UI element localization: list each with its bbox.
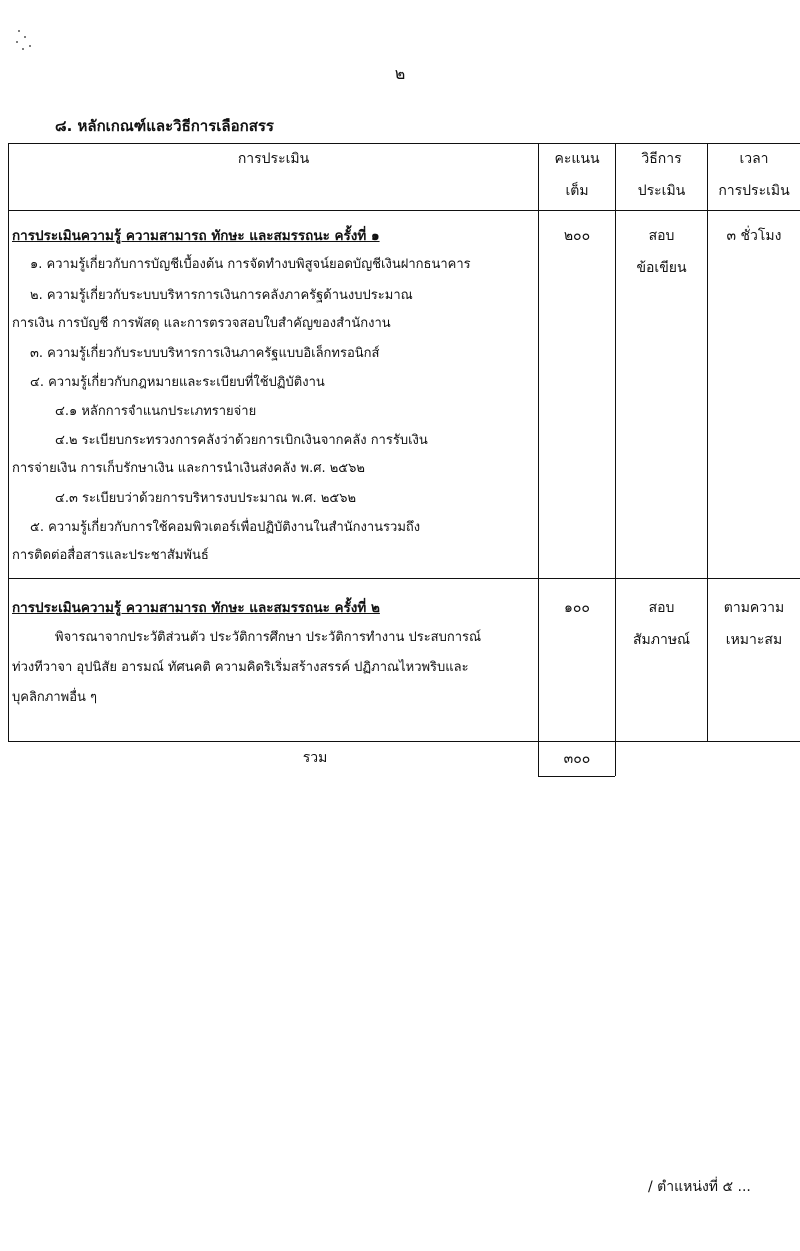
round2-time-line1: ตามความ [723, 600, 785, 616]
header-score-line1: คะแนน [554, 151, 600, 167]
round1-time: ๓ ชั่วโมง [726, 228, 782, 244]
table-body-bottom [8, 741, 800, 742]
section-heading: ๘. หลักเกณฑ์และวิธีการเลือกสรร [55, 117, 274, 135]
header-score-line2: เต็ม [565, 183, 589, 199]
round1-item: การจ่ายเงิน การเก็บรักษาเงิน และการนำเงินส่งคลัง พ.ศ. ๒๕๖๒ [12, 461, 365, 476]
round2-title: การประเมินความรู้ ความสามารถ ทักษะ และสมรรถนะ ครั้งที่ ๒ [12, 600, 380, 616]
round2-method-line1: สอบ [648, 600, 675, 616]
round1-item: ๔.๓ ระเบียบว่าด้วยการบริหารงบประมาณ พ.ศ. ๒๕๖๒ [55, 491, 357, 506]
table-round-divider [8, 578, 800, 579]
round1-item: การเงิน การบัญชี การพัสดุ และการตรวจสอบใบสำคัญของสำนักงาน [12, 316, 391, 331]
page-number: ๒ [394, 64, 406, 83]
header-method-line2: ประเมิน [637, 183, 686, 199]
round1-item: การติดต่อสื่อสารและประชาสัมพันธ์ [12, 548, 209, 563]
total-score: ๓๐๐ [563, 751, 591, 767]
round1-item: ๔.๒ ระเบียบกระทรวงการคลังว่าด้วยการเบิกเงินจากคลัง การรับเงิน [55, 433, 428, 448]
total-row-bottom [538, 776, 615, 777]
round2-time-line2: เหมาะสม [725, 632, 783, 648]
round2-item: ท่วงทีวาจา อุปนิสัย อารมณ์ ทัศนคติ ความคิดริเริ่มสร้างสรรค์ ปฏิภาณไหวพริบและ [12, 660, 469, 675]
round1-method-line2: ข้อเขียน [636, 260, 687, 276]
round1-item: ๒. ความรู้เกี่ยวกับระบบบริหารการเงินการคลังภาครัฐด้านงบประมาณ [30, 288, 413, 303]
scan-artifact [14, 28, 38, 52]
header-assessment: การประเมิน [237, 151, 310, 167]
round1-item: ๓. ความรู้เกี่ยวกับระบบบริหารการเงินภาครัฐแบบอิเล็กทรอนิกส์ [30, 346, 380, 361]
continuation-note: / ตำแหน่งที่ ๕ ... [648, 1179, 751, 1195]
round1-item: ๔.๑ หลักการจำแนกประเภทรายจ่าย [55, 404, 257, 419]
round1-method-line1: สอบ [648, 228, 675, 244]
round1-title: การประเมินความรู้ ความสามารถ ทักษะ และสมรรถนะ ครั้งที่ ๑ [12, 228, 380, 244]
header-time-line1: เวลา [739, 151, 769, 167]
total-label: รวม [302, 750, 328, 766]
round2-item: พิจารณาจากประวัติส่วนตัว ประวัติการศึกษา ประวัติการทำงาน ประสบการณ์ [55, 630, 482, 645]
round2-score: ๑๐๐ [564, 600, 590, 616]
header-method-line1: วิธีการ [641, 151, 682, 167]
round1-score: ๒๐๐ [563, 228, 591, 244]
round1-item: ๕. ความรู้เกี่ยวกับการใช้คอมพิวเตอร์เพื่อปฏิบัติงานในสำนักงานรวมถึง [30, 520, 421, 535]
round2-item: บุคลิกภาพอื่น ๆ [12, 690, 98, 705]
table-header-divider [8, 210, 800, 211]
table-border-left [8, 143, 9, 741]
header-time-line2: การประเมิน [718, 183, 790, 199]
round1-item: ๑. ความรู้เกี่ยวกับการบัญชีเบื้องต้น การจัดทำงบพิสูจน์ยอดบัญชีเงินฝากธนาคาร [30, 257, 471, 272]
round2-method-line2: สัมภาษณ์ [632, 632, 691, 648]
round1-item: ๔. ความรู้เกี่ยวกับกฎหมายและระเบียบที่ใช้ปฏิบัติงาน [30, 375, 325, 390]
